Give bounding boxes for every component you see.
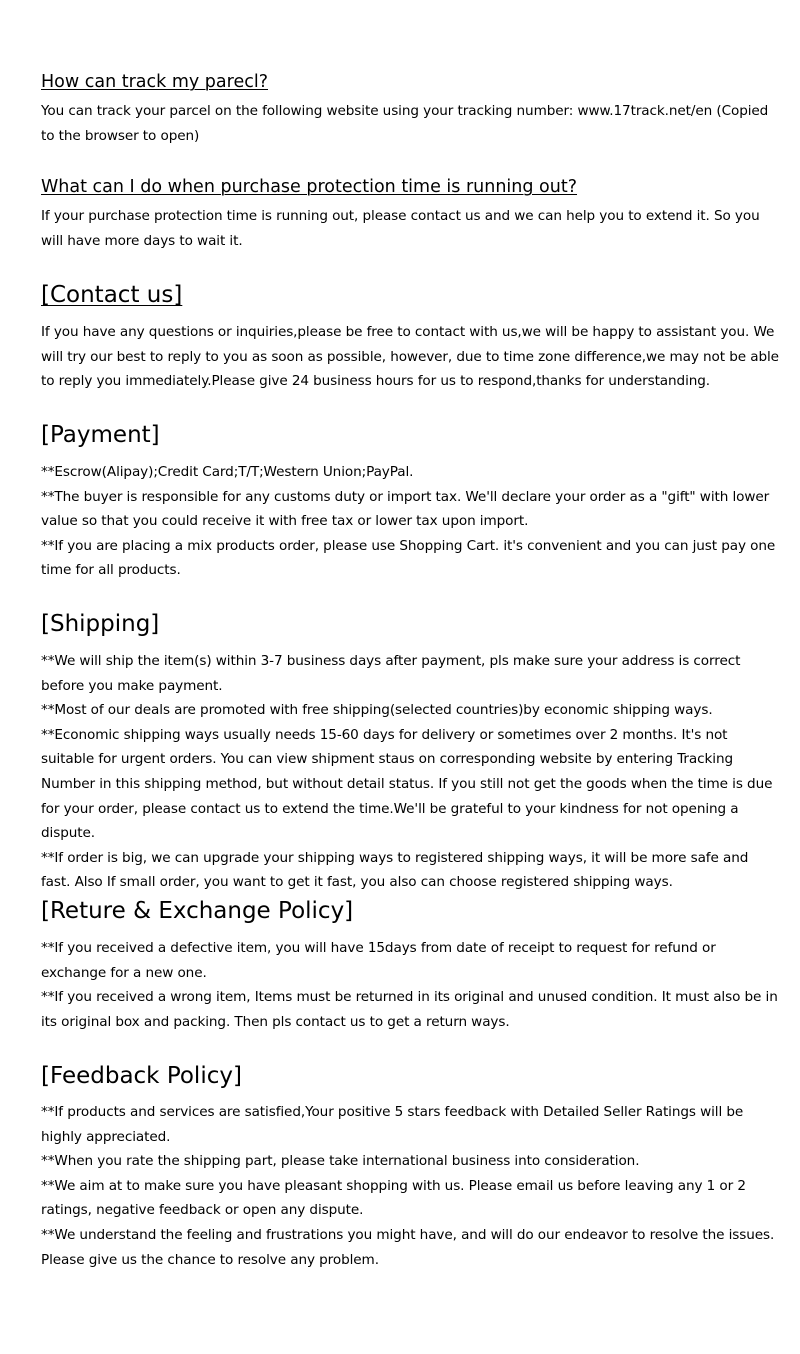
faq-question-track-parcel: How can track my parecl? <box>41 72 268 92</box>
returns-item: **If you received a wrong item, Items must be returned in its original and unused condition. It must also be in its original box and packing. Then pls contact us to get a return ways. <box>41 989 778 1030</box>
payment-item: **The buyer is responsible for any customs duty or import tax. We'll declare your order as a "gift" with lower value so that you could receive it with free tax or lower tax upon import. <box>41 488 770 530</box>
payment-item: **Escrow(Alipay);Credit Card;T/T;Western Union;PayPal. <box>41 464 414 480</box>
feedback-item: **When you rate the shipping part, please take international business into consideration. <box>41 1153 640 1170</box>
feedback-item: **We aim at to make sure you have pleasant shopping with us. Please email us before leaving any 1 or 2 ratings, negative feedback or open any dispute. <box>41 1177 746 1219</box>
payment-item: **If you are placing a mix products order, please use Shopping Cart. it's convenient and you can just pay one time for all products. <box>41 537 776 579</box>
returns-item: **If you received a defective item, you will have 15days from date of receipt to request for refund or exchange for a new one. <box>41 940 716 981</box>
faq-answer-track-parcel <box>41 99 781 148</box>
faq-question-purchase-protection: What can I do when purchase protection time is running out? <box>41 177 578 197</box>
shipping-item: **Economic shipping ways usually needs 15-60 days for delivery or sometimes over 2 months. It's not suitable for urgent orders. You can view shipment staus on corresponding website by entering Tracking Number in this shipping method, but without detail status. If you still not get the goods when the time is due for your order, please contact us to extend the time.We'll be grateful to your kindness for not opening a dispute. <box>41 726 773 842</box>
faq-answer-purchase-protection <box>41 204 781 253</box>
section-body-contact <box>41 320 781 394</box>
section-body-returns <box>41 936 781 1034</box>
section-body-shipping <box>41 649 781 895</box>
shipping-item: **We will ship the item(s) within 3-7 business days after payment, pls make sure your address is correct before you make payment. <box>41 653 741 694</box>
faq-answer-text: If your purchase protection time is running out, please contact us and we can help you to extend it. So you will have more days to wait it. <box>41 208 760 249</box>
section-body-feedback <box>41 1100 781 1272</box>
shipping-item: **Most of our deals are promoted with free shipping(selected countries)by economic shipping ways. <box>41 702 713 719</box>
section-heading-returns: [Reture & Exchange Policy] <box>41 898 354 924</box>
shipping-item: **If order is big, we can upgrade your shipping ways to registered shipping ways, it will be more safe and fast. Also If small order, you want to get it fast, you also can choose registered shipping ways. <box>41 849 749 891</box>
contact-text: If you have any questions or inquiries,please be free to contact with us,we will be happy to assistant you. We will try our best to reply to you as soon as possible, however, due to time zone difference,we may not be able to reply you immediately.Please give 24 business hours for us to respond,thanks for understanding. <box>41 324 779 390</box>
section-heading-contact: [Contact us] <box>41 282 183 308</box>
section-heading-shipping: [Shipping] <box>41 611 160 637</box>
section-heading-payment: [Payment] <box>41 422 160 448</box>
feedback-item: **If products and services are satisfied,Your positive 5 stars feedback with Detailed Seller Ratings will be highly appreciated. <box>41 1104 744 1145</box>
faq-answer-text: You can track your parcel on the following website using your tracking number: www.17track.net/en (Copied to the browser to open) <box>41 103 769 144</box>
feedback-item: **We understand the feeling and frustrations you might have, and will do our endeavor to resolve the issues. Please give us the chance to resolve any problem. <box>41 1226 775 1268</box>
section-body-payment <box>41 460 781 583</box>
section-heading-feedback: [Feedback Policy] <box>41 1063 242 1089</box>
